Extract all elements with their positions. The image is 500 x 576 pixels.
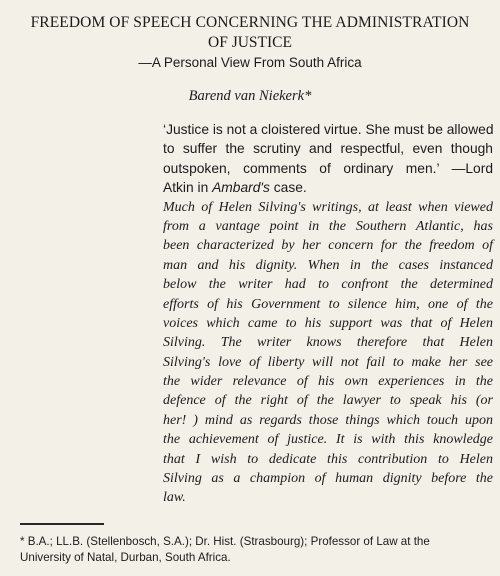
case-name: Ambard's	[212, 180, 270, 196]
quote-attribution-end: case.	[269, 180, 307, 196]
dedication-line: been characterized by her concern for the freedom of	[163, 238, 493, 254]
dedication-line: Much of Helen Silving's writings, at least when viewed	[163, 199, 493, 215]
quote-attribution-line	[163, 178, 493, 197]
dedication-line: Silving. The writer knows therefore that Helen	[163, 335, 493, 351]
footnote-divider	[20, 523, 104, 525]
dedication-line: efforts of his Government to silence him, one of the	[163, 296, 493, 312]
dedication-line: voices which came to his support was that of Helen	[163, 315, 493, 331]
author-name: Barend van Niekerk*	[188, 88, 312, 104]
quote-line: to suffer the scrutiny and respectful, even though	[163, 141, 493, 157]
dedication-line: law.	[163, 490, 186, 506]
dedication-line: Silving's love of liberty will not fail to make her see	[163, 354, 493, 370]
dedication-line: the wider relevance of his own experiences in the	[163, 374, 493, 390]
article-title-line-2: OF JUSTICE	[208, 34, 292, 51]
quote-attribution-text: Atkin in	[163, 180, 213, 196]
epigraph-and-dedication	[163, 120, 493, 508]
footnote-line: University of Natal, Durban, South Africa.	[20, 551, 231, 564]
dedication-line: man and his dignity. When in the cases instanced	[163, 257, 493, 273]
footnote-line: * B.A.; LL.B. (Stellenbosch, S.A.); Dr. Hist. (Strasbourg); Professor of Law at the	[20, 535, 430, 548]
dedication-line: the achievement of justice. It is with this knowledge	[163, 432, 493, 448]
dedication-line: from a vantage point in the Southern Atlantic, has	[163, 218, 493, 234]
quote-line: ‘Justice is not a cloistered virtue. She must be allowed	[163, 122, 494, 137]
dedication-paragraph	[163, 198, 493, 508]
dedication-line: below the writer had to confront the determined	[163, 277, 493, 293]
epigraph-quote	[163, 120, 493, 198]
author-footnote	[20, 534, 490, 566]
dedication-line: Silving as a champion of human dignity before the	[163, 471, 493, 487]
quote-line: outspoken, comments of ordinary men.’ —Lord	[163, 160, 493, 176]
article-title-line-1: FREEDOM OF SPEECH CONCERNING THE ADMINISTRATION	[30, 14, 470, 31]
article-subtitle: —A Personal View From South Africa	[138, 55, 362, 70]
dedication-line: defence of the right of the lawyer to speak his (or	[163, 393, 493, 409]
dedication-line: that I wish to dedicate this contribution to Helen	[163, 451, 493, 467]
dedication-line: her! ) mind as regards those things which touch upon	[163, 412, 493, 428]
